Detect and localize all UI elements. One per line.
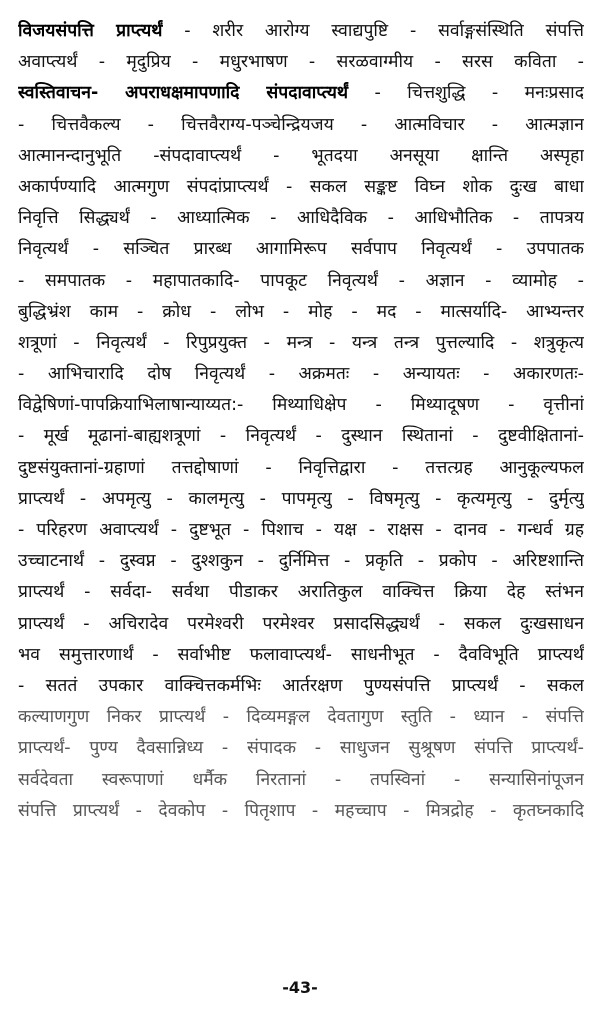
line-text: - चित्तवैकल्य - चित्तवैराग्य-पञ्चेन्द्रियजय - आत्मविचार - आत्मज्ञान <box>18 114 584 135</box>
line-text: भव समुत्तारणार्थं - सर्वाभीष्ट फलावाप्त्यर्थं- साधनीभूत - दैवविभूति प्राप्त्यर्थं <box>18 644 584 665</box>
text-line <box>18 484 584 515</box>
line-text: - शरीर आरोग्य स्वाद्यपुष्टि - सर्वाङ्गसंस्थिति संपत्ति <box>162 21 584 41</box>
text-line <box>18 234 584 265</box>
text-line <box>18 297 584 328</box>
page-number: -43- <box>282 978 318 997</box>
text-line <box>18 765 584 796</box>
text-line <box>18 359 584 390</box>
line-text: आत्मानन्दानुभूति -संपदावाप्त्यर्थं - भूतदया अनसूया क्षान्ति अस्पृहा <box>18 145 584 166</box>
text-body <box>18 16 584 827</box>
text-line <box>18 609 584 640</box>
text-line <box>18 577 584 608</box>
line-text: निवृत्यर्थं - सञ्चित प्रारब्ध आगामिरूप सर्वपाप निवृत्यर्थं - उपपातक <box>18 239 584 260</box>
line-text: अकार्पण्यादि आत्मगुण संपदांप्राप्त्यर्थं - सकल सङ्कष्ट विघ्न शोक दुःख बाधा <box>18 176 584 197</box>
bold-phrase: स्वस्तिवाचन- अपराधक्षमापणादि संपदावाप्त्यर्थं <box>18 83 349 104</box>
line-text: कल्याणगुण निकर प्राप्त्यर्थं - दिव्यमङ्गल देवतागुण स्तुति - ध्यान - संपत्ति <box>18 707 584 728</box>
line-text: - समपातक - महापातकादि- पापकूट निवृत्यर्थं - अज्ञान - व्यामोह - <box>18 270 584 291</box>
line-text: शत्रूणां - निवृत्यर्थं - रिपुप्रयुक्त - मन्त्र - यन्त्र तन्त्र पुत्तल्यादि - शत्रुकृत्य <box>18 332 584 353</box>
text-line <box>18 203 584 234</box>
text-line <box>18 546 584 577</box>
text-line <box>18 47 584 78</box>
line-text: प्राप्त्यर्थं - अचिरादेव परमेश्वरी परमेश्वर प्रसादसिद्ध्यर्थं - सकल दुःखसाधन <box>18 613 584 634</box>
text-line <box>18 328 584 359</box>
line-text: - परिहरण अवाप्त्यर्थं - दुष्टभूत - पिशाच - यक्ष - राक्षस - दानव - गन्धर्व ग्रह <box>18 520 584 540</box>
text-line <box>18 172 584 203</box>
text-line <box>18 796 584 827</box>
line-text: दुष्टसंयुक्तानां-ग्रहाणां तत्तद्दोषाणां - निवृत्तिद्वारा - तत्तत्ग्रह आनुकूल्यफल <box>18 457 584 478</box>
line-text: बुद्धिभ्रंश काम - क्रोध - लोभ - मोह - मद - मात्सर्यादि- आभ्यन्तर <box>18 301 584 322</box>
line-text: सर्वदेवता स्वरूपाणां धर्मैक निरतानां - तपस्विनां - सन्यासिनांपूजन <box>18 769 584 790</box>
line-text: निवृत्ति सिद्ध्यर्थं - आध्यात्मिक - आधिदैविक - आधिभौतिक - तापत्रय <box>18 208 584 229</box>
line-text: विद्वेषिणां-पापक्रियाभिलाषान्याय्यत:- मिथ्याधिक्षेप - मिथ्यादूषण - वृत्तीनां <box>18 395 584 416</box>
bold-phrase: विजयसंपत्ति प्राप्त्यर्थं <box>18 21 163 41</box>
line-text: अवाप्त्यर्थं - मृदुप्रिय - मधुरभाषण - सरळवाग्मीय - सरस कविता - <box>18 52 584 73</box>
text-line <box>18 266 584 297</box>
text-line <box>18 141 584 172</box>
line-text: - सततं उपकार वाक्चित्तकर्मभिः आर्तरक्षण पुण्यसंपत्ति प्राप्त्यर्थं - सकल <box>18 675 584 696</box>
text-line <box>18 390 584 421</box>
text-line <box>18 640 584 671</box>
text-line <box>18 671 584 702</box>
line-text: संपत्ति प्राप्त्यर्थं - देवकोप - पितृशाप - महच्चाप - मित्रद्रोह - कृतघ्नकादि <box>18 800 584 821</box>
text-line <box>18 733 584 764</box>
line-text: - आभिचारादि दोष निवृत्यर्थं - अक्रमतः - अन्यायतः - अकारणतः- <box>18 364 584 385</box>
text-line <box>18 515 584 546</box>
text-line <box>18 421 584 452</box>
line-text: - मूर्ख मूढानां-बाह्यशत्रूणां - निवृत्यर्थं - दुस्थान स्थितानां - दुष्टवीक्षितानां- <box>18 426 584 447</box>
text-line <box>18 110 584 141</box>
line-text: प्राप्त्यर्थं - सर्वदा- सर्वथा पीडाकर अरातिकुल वाक्चित्त क्रिया देह स्तंभन <box>18 582 584 603</box>
line-text: प्राप्त्यर्थं- पुण्य दैवसान्निध्य - संपादक - साधुजन सुश्रूषण संपत्ति प्राप्त्यर्थं- <box>18 738 584 759</box>
line-text: प्राप्त्यर्थं - अपमृत्यु - कालमृत्यु - पापमृत्यु - विषमृत्यु - कृत्यमृत्यु - दुर्मृत्यु <box>18 488 584 509</box>
text-line <box>18 16 584 47</box>
line-text: उच्चाटनार्थं - दुस्वप्न - दुश्शकुन - दुर्निमित्त - प्रकृति - प्रकोप - अरिष्टशान्ति <box>18 551 584 572</box>
line-text: - चित्तशुद्धि - मनःप्रसाद <box>348 83 584 104</box>
text-line <box>18 78 584 109</box>
text-line <box>18 702 584 733</box>
text-line <box>18 453 584 484</box>
